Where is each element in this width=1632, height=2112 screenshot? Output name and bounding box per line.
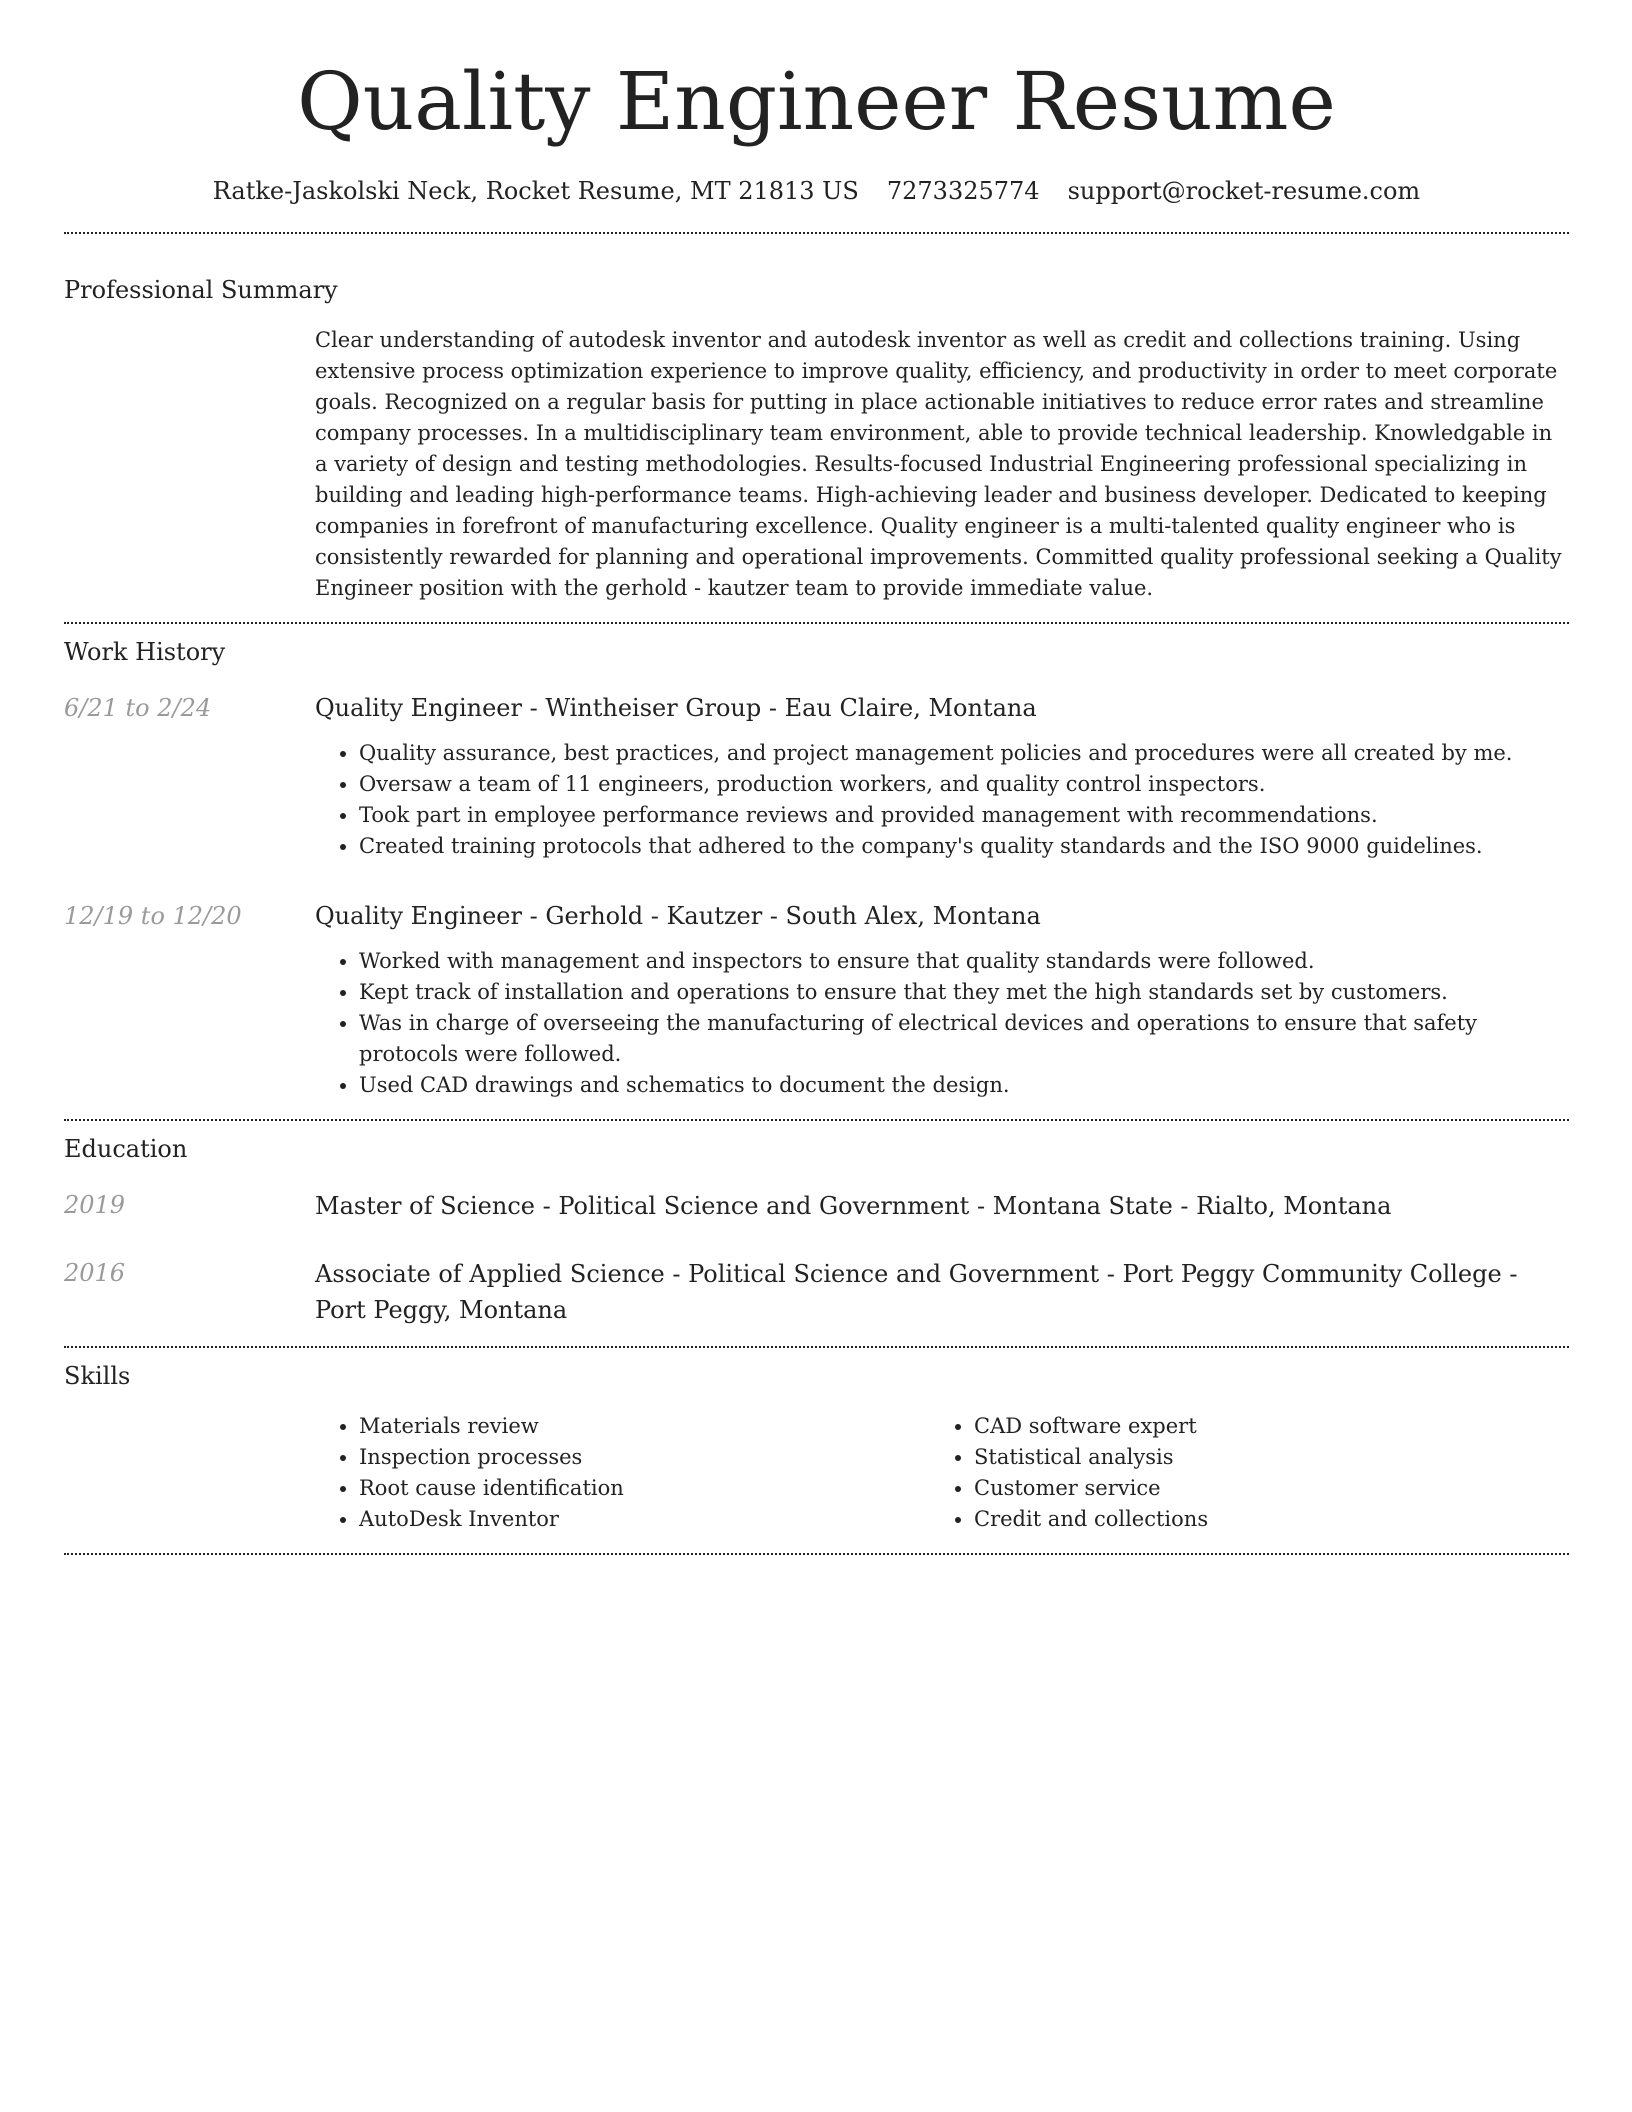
list-item: • Worked with management and inspectors to ensure that quality standards were followed. [359, 946, 1569, 977]
list-item: • Was in charge of overseeing the manufacturing of electrical devices and operations to ensure that safety protocols were followed. [359, 1008, 1569, 1070]
list-item: • CAD software expert [974, 1411, 1545, 1442]
list-item: • Statistical analysis [974, 1442, 1545, 1473]
section-divider [64, 1119, 1569, 1121]
list-item: • Quality assurance, best practices, and project management policies and procedures were all created by me. [359, 738, 1569, 769]
job-dates: 12/19 to 12/20 [64, 902, 242, 930]
section-divider [64, 1346, 1569, 1348]
contact-address: Ratke-Jaskolski Neck, Rocket Resume, MT 21813 US [212, 177, 859, 205]
section-divider [64, 232, 1569, 234]
contact-email: support@rocket-resume.com [1067, 177, 1421, 205]
section-heading-work: Work History [64, 638, 226, 666]
education-title [315, 1256, 1569, 1328]
education-year: 2016 [64, 1259, 126, 1287]
list-item: • Materials review [359, 1411, 930, 1442]
contact-line [64, 174, 1569, 208]
summary-spacer [64, 325, 315, 604]
education-degree: Master of Science - Political Science and Government [315, 1192, 970, 1220]
section-divider [64, 622, 1569, 624]
education-school: - Montana State - Rialto, Montana [969, 1192, 1392, 1220]
job-dates: 6/21 to 2/24 [64, 694, 212, 722]
page-title: Quality Engineer Resume [297, 55, 1336, 148]
list-item: • AutoDesk Inventor [359, 1504, 930, 1535]
job-bullets [315, 946, 1569, 1101]
contact-phone: 7273325774 [886, 177, 1040, 205]
education-year: 2019 [64, 1191, 126, 1219]
list-item: • Root cause identification [359, 1473, 930, 1504]
section-heading-education: Education [64, 1135, 188, 1163]
skills-list-left [315, 1411, 930, 1535]
list-item: • Oversaw a team of 11 engineers, production workers, and quality control inspectors. [359, 769, 1569, 800]
skills-grid [315, 1411, 1569, 1535]
job-title: Quality Engineer - Gerhold - Kautzer - South Alex, Montana [315, 902, 1041, 930]
list-item: • Created training protocols that adhered to the company's quality standards and the ISO 9000 guidelines. [359, 831, 1569, 862]
education-degree: Associate of Applied Science - Political Science and Government [315, 1260, 1100, 1288]
section-divider [64, 1553, 1569, 1555]
education-entry [64, 1188, 1569, 1224]
education-school: - Port Peggy Community College - Port Peggy, Montana [315, 1260, 1518, 1324]
section-heading-summary: Professional Summary [64, 276, 338, 304]
summary-text: Clear understanding of autodesk inventor and autodesk inventor as well as credit and collections training. Using extensive process optimization experience to improve quality, efficiency, and productivity in order to meet corporate goals. Recognized on a regular basis for putting in place actionable initiatives to reduce error rates and streamline company processes. In a multidisciplinary team environment, able to provide technical leadership. Knowledgable in a variety of design and testing methodologies. Results-focused Industrial Engineering professional specializing in building and leading high-performance teams. High-achieving leader and business developer. Dedicated to keeping companies in forefront of manufacturing excellence. Quality engineer is a multi-talented quality engineer who is consistently rewarded for planning and operational improvements. Committed quality professional seeking a Quality Engineer position with the gerhold - kautzer team to provide immediate value. [315, 328, 1562, 600]
list-item: • Inspection processes [359, 1442, 930, 1473]
list-item: • Used CAD drawings and schematics to document the design. [359, 1070, 1569, 1101]
skills-list-right [930, 1411, 1545, 1535]
skills-spacer [64, 1411, 315, 1535]
job-bullets [315, 738, 1569, 862]
education-title [315, 1188, 1569, 1224]
education-entry [64, 1256, 1569, 1328]
list-item: • Customer service [974, 1473, 1545, 1504]
section-heading-skills: Skills [64, 1362, 131, 1390]
resume-page [64, 0, 1569, 1555]
job-entry [64, 691, 1569, 862]
list-item: • Took part in employee performance reviews and provided management with recommendations. [359, 800, 1569, 831]
job-title: Quality Engineer - Wintheiser Group - Eau Claire, Montana [315, 694, 1037, 722]
list-item: • Credit and collections [974, 1504, 1545, 1535]
job-entry [64, 899, 1569, 1101]
list-item: • Kept track of installation and operations to ensure that they met the high standards set by customers. [359, 977, 1569, 1008]
